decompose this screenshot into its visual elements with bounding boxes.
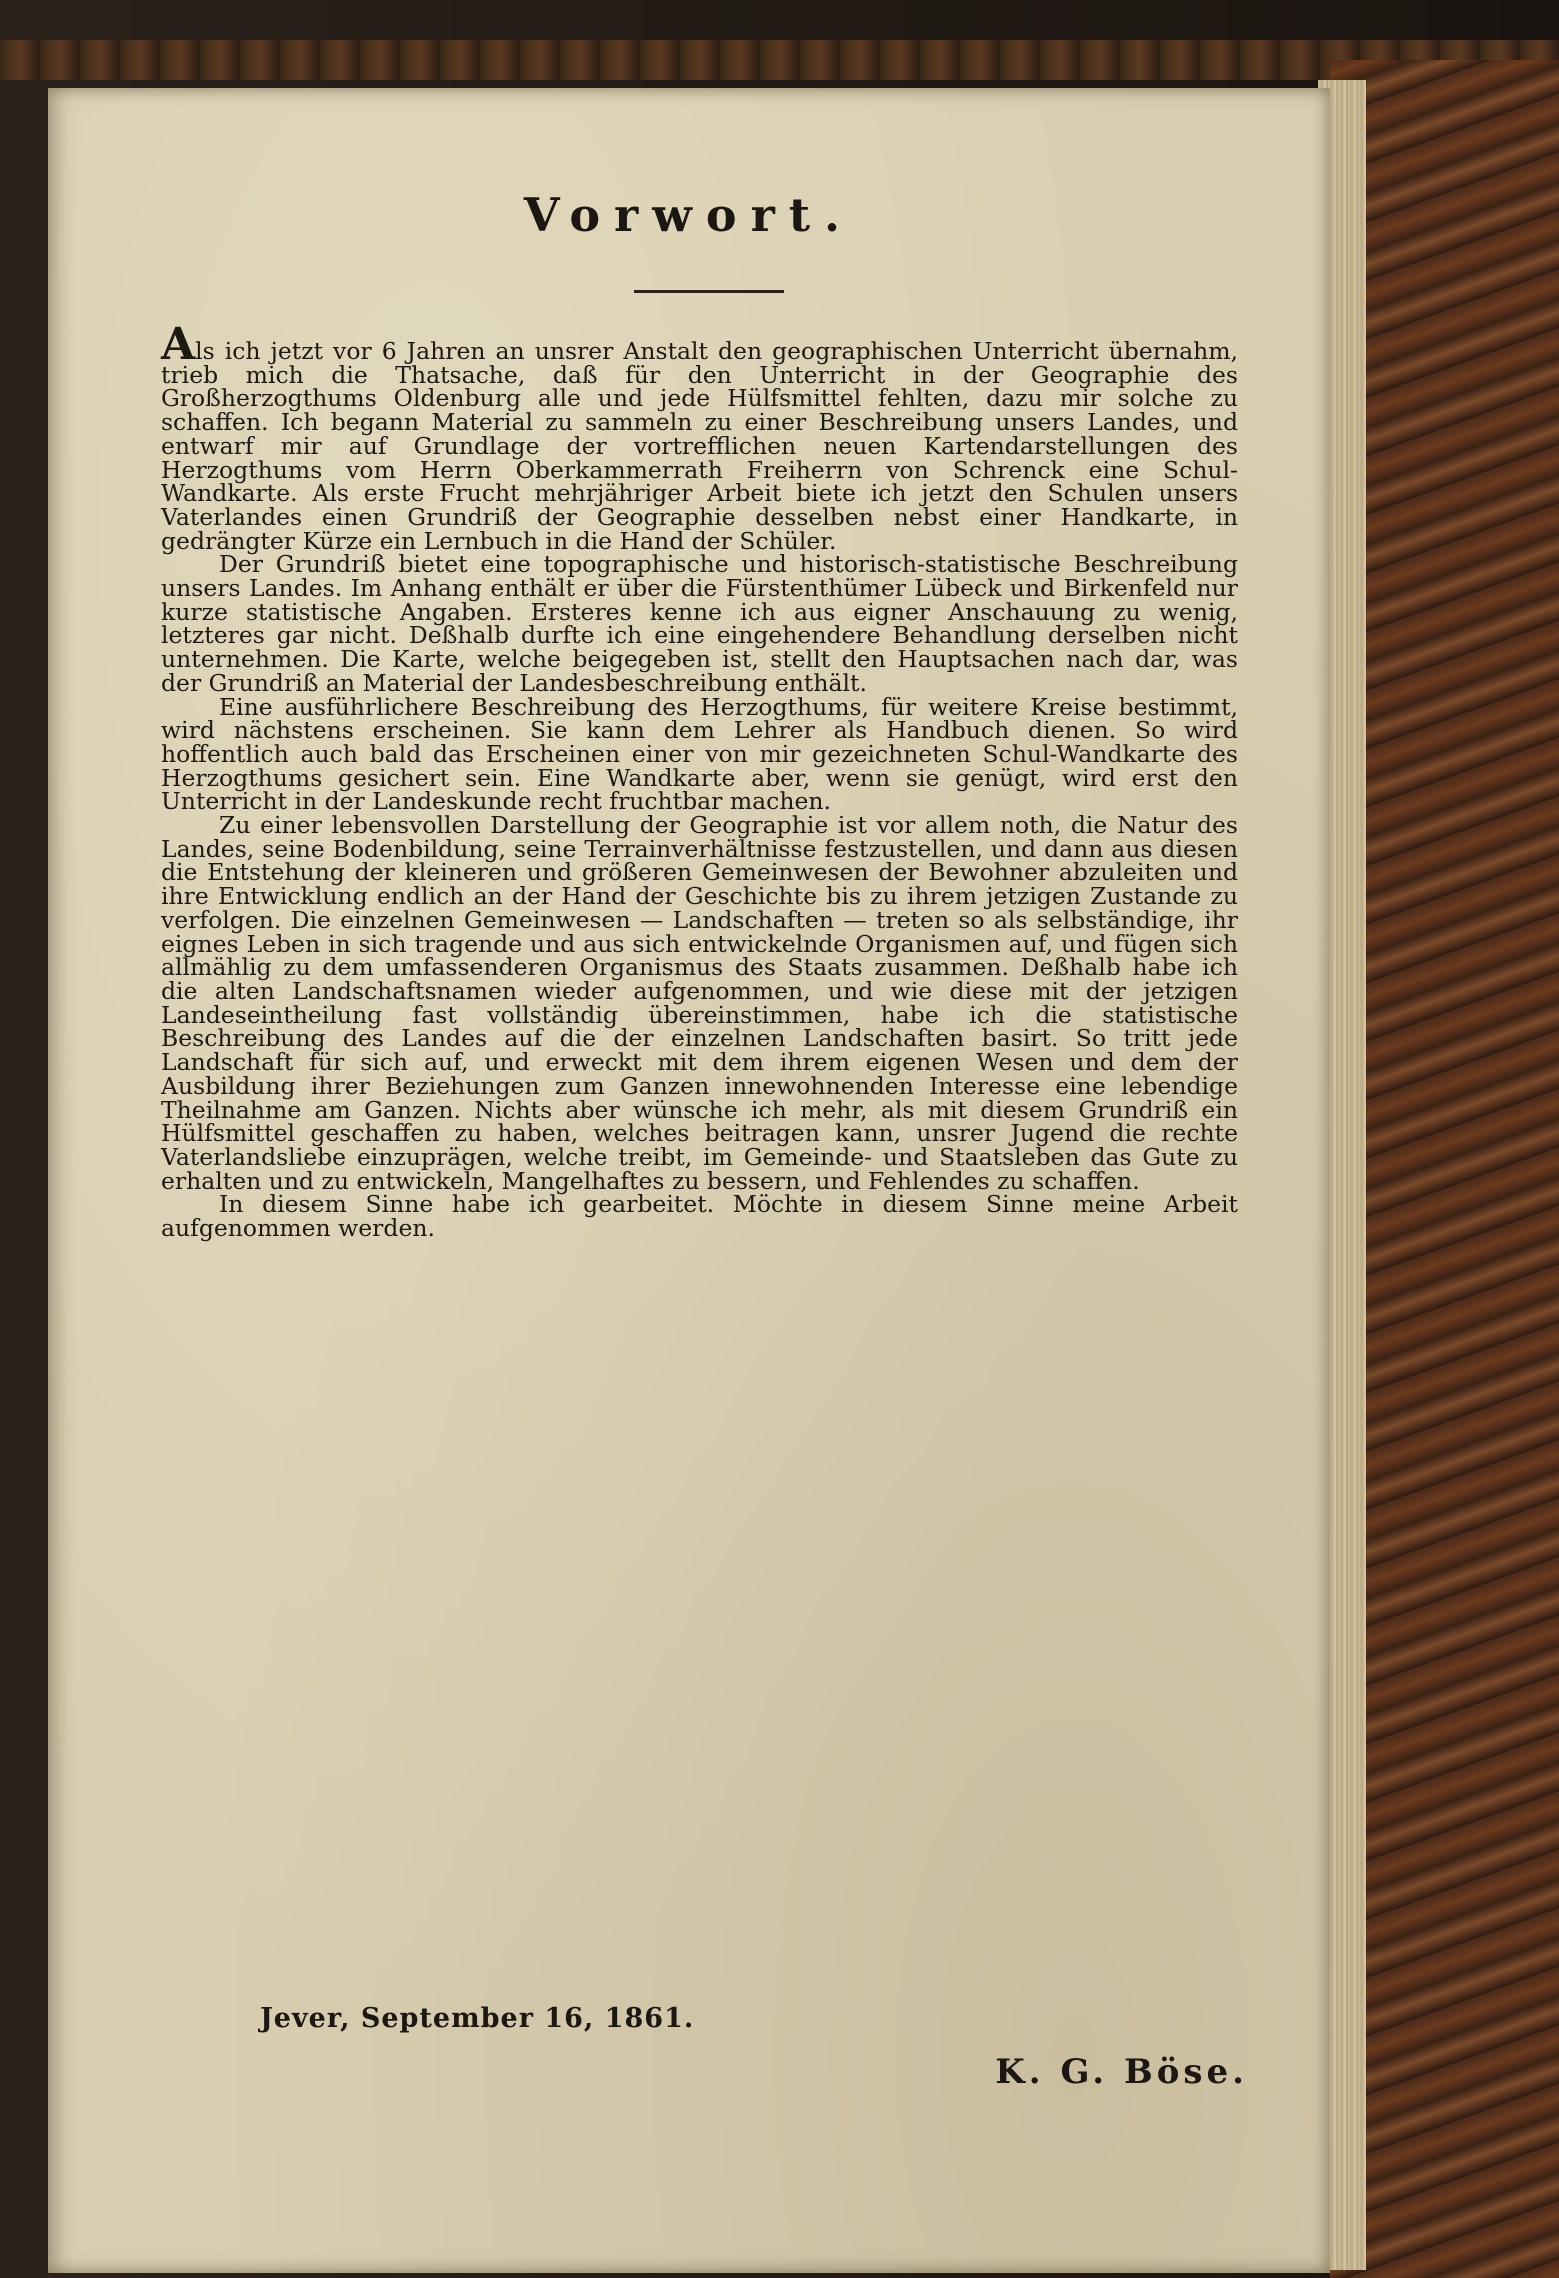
paragraph-4: Zu einer lebensvollen Darstellung der Geographie ist vor allem noth, die Natur des Landes, seine Bodenbildung, seine Terrainverhältnisse festzustellen, und dann aus diesen die Entstehung der kleineren und größeren Gemeinwesen der Bewohner abzuleiten und ihre Entwicklung endlich an der Hand der Geschichte bis zu ihrem jetzigen Zustande zu verfolgen. Die einzelnen Gemeinwesen — Landschaften — treten so als selbständige, ihr eignes Leben in sich tragende und aus sich entwickelnde Organismen auf, und fügen sich allmählig zu dem umfassenderen Organismus des Staats zusammen. Deßhalb habe ich die alten Landschaftsnamen wieder aufgenommen, und wie diese mit der jetzigen Landeseintheilung fast vollständig übereinstimmen, habe ich die statistische Beschreibung des Landes auf die der einzelnen Landschaften basirt. So tritt jede Landschaft für sich auf, und erweckt mit dem ihrem eigenen Wesen und dem der Ausbildung ihrer Beziehungen zum Ganzen innewohnenden Interesse eine lebendige Theilnahme am Ganzen. Nichts aber wünsche ich mehr, als mit diesem Grundriß ein Hülfsmittel geschaffen zu haben, welches beitragen kann, unsrer Jugend die rechte Vaterlandsliebe einzuprägen, welche treibt, im Gemeinde- und Staatsleben das Gute zu erhalten und zu entwickeln, Mangelhaftes zu bessern, und Fehlendes zu schaffen. (161, 811, 1238, 1195)
title-divider (634, 290, 784, 293)
preface-body (161, 319, 1238, 1243)
paragraph-2: Der Grundriß bietet eine topographische und historisch-statistische Beschreibung unsers Landes. Im Anhang enthält er über die Fürstenthümer Lübeck und Birkenfeld nur kurze statistische Angaben. Ersteres kenne ich aus eigner Anschauung zu wenig, letzteres gar nicht. Deßhalb durfte ich eine eingehendere Behandlung derselben nicht unternehmen. Die Karte, welche beigegeben ist, stellt den Hauptsachen nach dar, was der Grundriß an Material der Landesbeschreibung enthält. (161, 550, 1238, 697)
paragraph-1-text: ls ich jetzt vor 6 Jahren an unsrer Anstalt den geographischen Unterricht übernahm, trieb mich die Thatsache, daß für den Unterricht in der Geographie des Großherzogthums Oldenburg alle und jede Hülfsmittel fehlten, dazu mir solche zu schaffen. Ich begann Material zu sammeln zu einer Beschreibung unsers Landes, und entwarf mir auf Grundlage der vortrefflichen neuen Kartendarstellungen des Herzogthums vom Herrn Oberkammerrath Freiherrn von Schrenck eine Schul-Wandkarte. Als erste Frucht mehrjähriger Arbeit biete ich jetzt den Schulen unsers Vaterlandes einen Grundriß der Geographie desselben nebst einer Handkarte, in gedrängter Kürze ein Lernbuch in die Hand der Schüler. (161, 337, 1238, 555)
page-title: Vorwort. (523, 188, 855, 242)
paragraph-5: In diesem Sinne habe ich gearbeitet. Möchte in diesem Sinne meine Arbeit aufgenommen werden. (161, 1190, 1238, 1243)
paragraph-1 (161, 319, 1238, 555)
dateline: Jever, September 16, 1861. (260, 2003, 695, 2034)
author-signature: K. G. Böse. (995, 2052, 1248, 2092)
binding-top-edge (0, 40, 1559, 80)
book-page (48, 88, 1330, 2273)
paragraph-3: Eine ausführlichere Beschreibung des Herzogthums, für weitere Kreise bestimmt, wird nächstens erscheinen. Sie kann dem Lehrer als Handbuch dienen. So wird hoffentlich auch bald das Erscheinen einer von mir gezeichneten Schul-Wandkarte des Herzogthums gesichert sein. Eine Wandkarte aber, wenn sie genügt, wird erst den Unterricht in der Landeskunde recht fruchtbar machen. (161, 692, 1238, 816)
drop-cap: A (161, 319, 196, 370)
